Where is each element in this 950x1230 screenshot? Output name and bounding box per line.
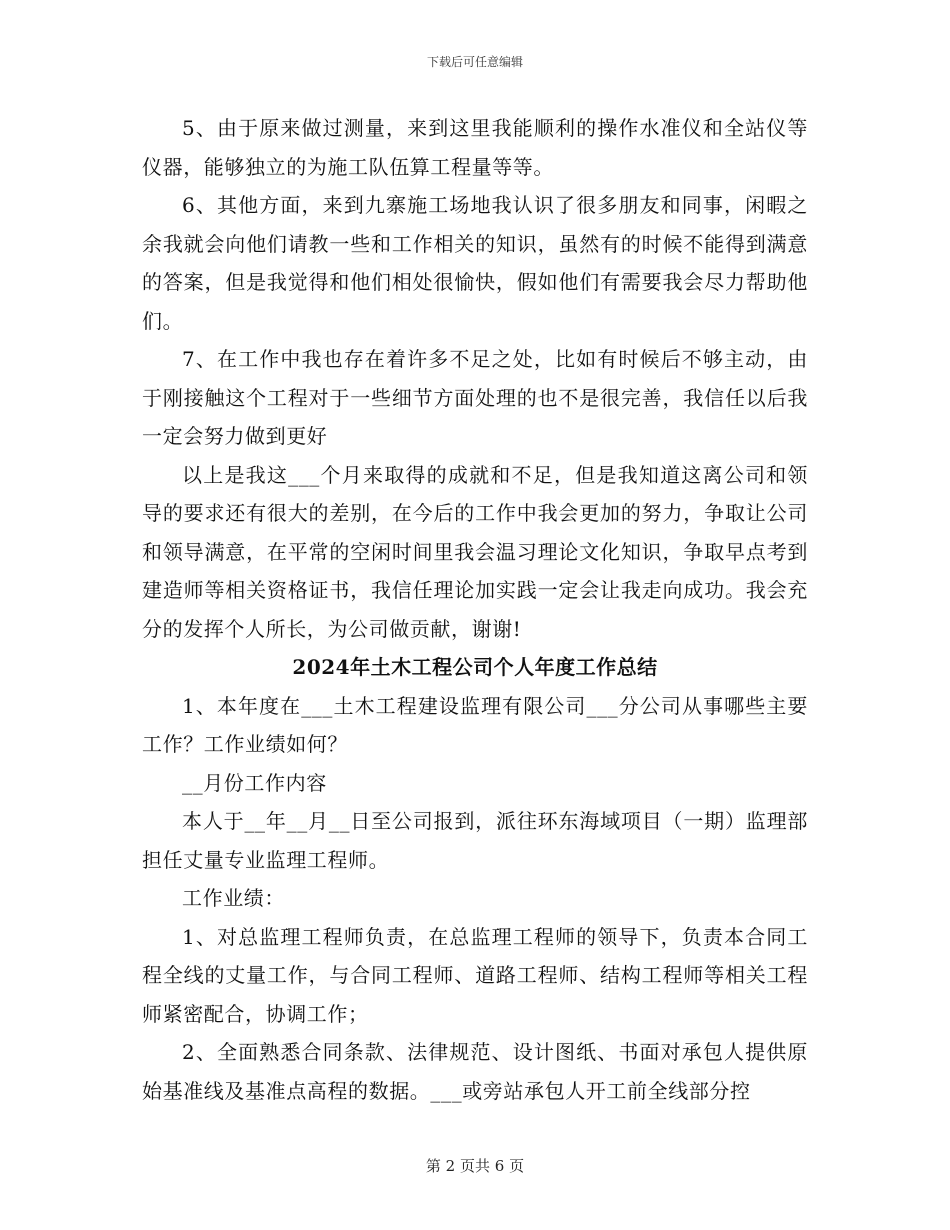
- section-title: 2024年土木工程公司个人年度工作总结: [292, 655, 658, 679]
- paragraph-item-5: 5、由于原来做过测量，来到这里我能顺利的操作水准仪和全站仪等仪器，能够独立的为施工队伍算工程量等等。: [142, 116, 808, 179]
- paragraph-item-7: 7、在工作中我也存在着许多不足之处，比如有时候后不够主动，由于刚接触这个工程对于一些细节方面处理的也不是很完善，我信任以后我一定会努力做到更好: [142, 347, 808, 448]
- paragraph-month-heading: __月份工作内容: [182, 770, 327, 795]
- paragraph-achievements-heading: 工作业绩：: [182, 886, 285, 910]
- page-number: 第 2 页共 6 页: [425, 1157, 525, 1175]
- paragraph-achievement-2: 2、全面熟悉合同条款、法律规范、设计图纸、书面对承包人提供原始基准线及基准点高程的数据。___或旁站承包人开工前全线部分控: [142, 1040, 808, 1103]
- paragraph-conclusion: 以上是我这___个月来取得的成就和不足，但是我知道这离公司和领导的要求还有很大的差别，在今后的工作中我会更加的努力，争取让公司和领导满意，在平常的空闲时间里我会温习理论文化知识，争取早点考到建造师等相关资格证书，我信任理论加实践一定会让我走向成功。我会充分的发挥个人所长，为公司做贡献，谢谢!: [142, 462, 808, 641]
- paragraph-achievement-1: 1、对总监理工程师负责，在总监理工程师的领导下，负责本合同工程全线的丈量工作，与合同工程师、道路工程师、结构工程师等相关工程师紧密配合，协调工作；: [142, 924, 808, 1026]
- document-body: [142, 109, 808, 1110]
- paragraph-report-date: 本人于__年__月__日至公司报到，派往环东海域项目（一期）监理部担任丈量专业监理工程师。: [142, 809, 808, 872]
- page-header-note: 下载后可任意编辑: [426, 55, 523, 69]
- paragraph-item-6: 6、其他方面，来到九寨施工场地我认识了很多朋友和同事，闲暇之余我就会向他们请教一些和工作相关的知识，虽然有的时候不能得到满意的答案，但是我觉得和他们相处很愉快，假如他们有需要我会尽力帮助他们。: [142, 193, 808, 333]
- paragraph-question: 1、本年度在___土木工程建设监理有限公司___分公司从事哪些主要工作？工作业绩如何？: [142, 693, 808, 756]
